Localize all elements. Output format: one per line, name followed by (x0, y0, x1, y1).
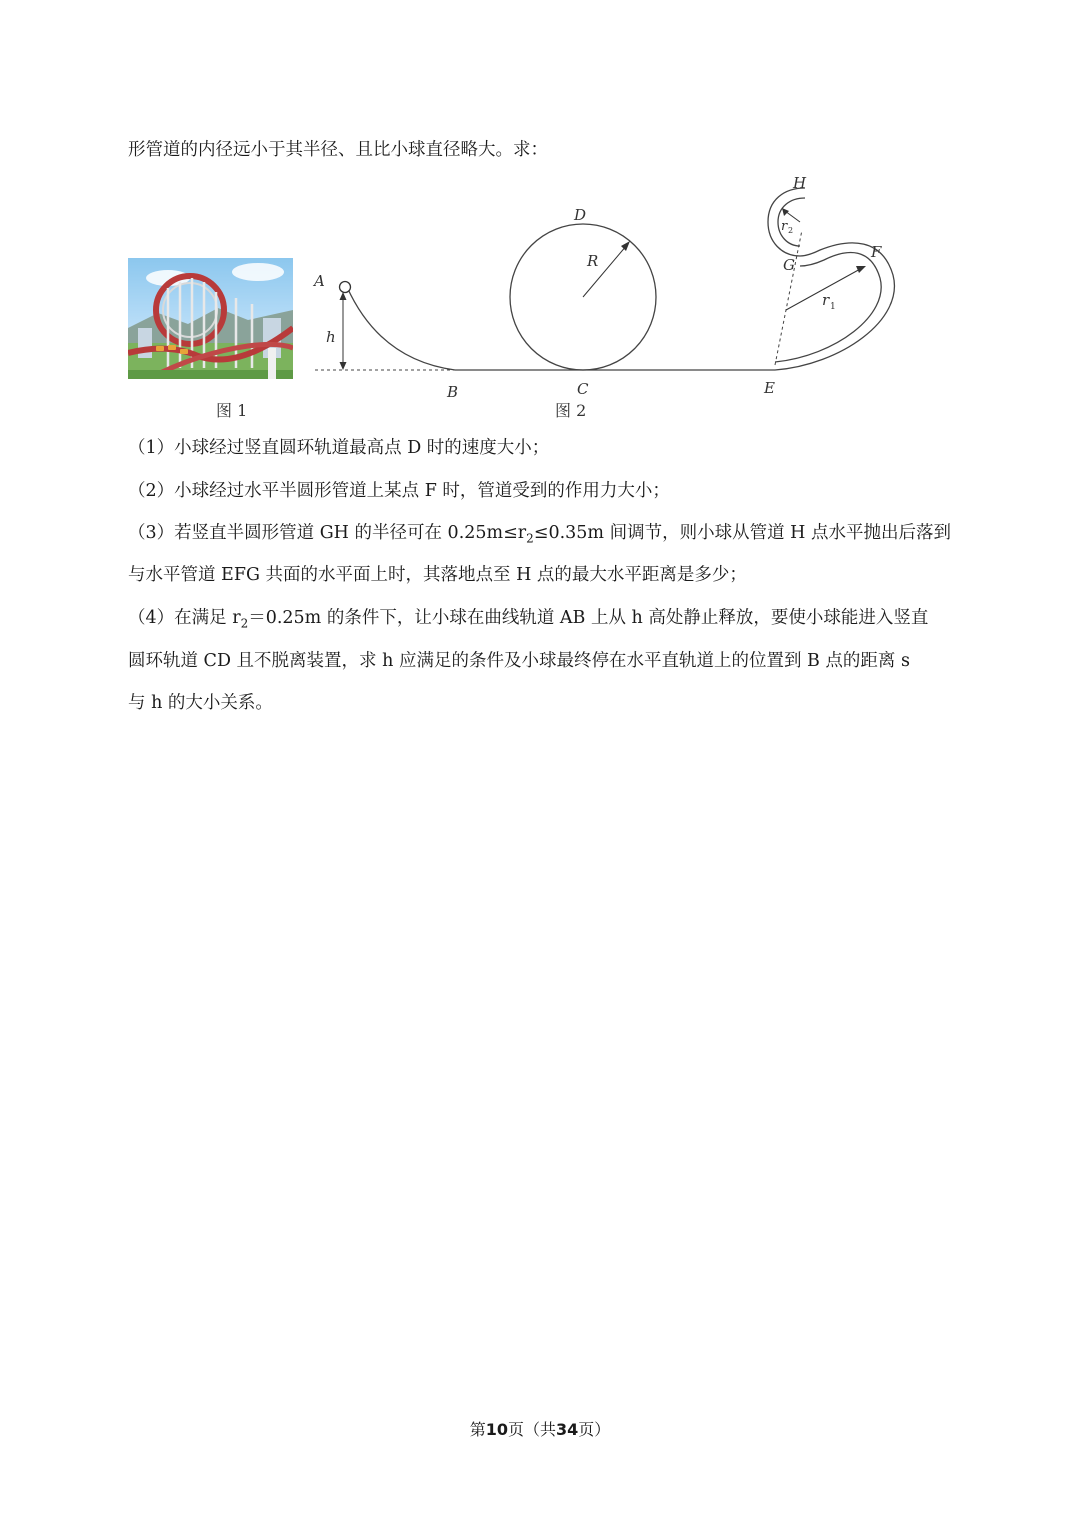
curved-track-ab (347, 287, 455, 370)
label-r2: r (781, 219, 788, 234)
q4-subscript: 2 (240, 616, 249, 631)
footer-page-number: 10 (485, 1420, 508, 1439)
intro-text: 形管道的内径远小于其半径、且比小球直径略大。求： (128, 140, 548, 160)
label-c: C (577, 380, 589, 398)
label-r2-sub: 2 (788, 226, 794, 235)
q3-text-b: ≤0.35m 间调节，则小球从管道 H 点水平抛出后落到 (533, 523, 951, 543)
question-2: （2）小球经过水平半圆形管道上某点 F 时，管道受到的作用力大小； (128, 481, 670, 501)
label-d: D (574, 206, 587, 224)
ball (340, 282, 351, 293)
q3-subscript: 2 (526, 531, 534, 546)
label-e: E (764, 379, 775, 397)
label-g: G (783, 256, 795, 274)
question-3-line2: 与水平管道 EFG 共面的水平面上时，其落地点至 H 点的最大水平距离是多少； (128, 565, 747, 585)
q4-text-a: （4）在满足 r (128, 608, 241, 628)
footer-post: 页） (578, 1420, 611, 1439)
dashed-line-eg (775, 230, 802, 365)
question-4-line3: 与 h 的大小关系。 (128, 693, 273, 713)
label-a: A (314, 272, 325, 290)
label-f: F (871, 243, 882, 261)
question-4-line1 (128, 606, 928, 636)
track-diagram (0, 0, 1080, 430)
q4-text-b: ＝0.25m 的条件下，让小球在曲线轨道 AB 上从 h 高处静止释放，要使小球能进入竖直 (248, 608, 929, 628)
question-3-line1 (128, 521, 951, 551)
figure1-caption: 图 1 (216, 401, 248, 420)
label-height: h (326, 328, 336, 346)
label-h: H (793, 174, 807, 192)
question-1: （1）小球经过竖直圆环轨道最高点 D 时的速度大小； (128, 438, 550, 458)
footer-pre: 第 (469, 1420, 486, 1439)
label-r1: r (822, 291, 830, 309)
figure (0, 0, 1080, 430)
figure2-caption: 图 2 (555, 401, 587, 420)
footer-total-pages: 34 (556, 1420, 579, 1439)
label-r1-sub: 1 (830, 302, 836, 312)
question-4-line2: 圆环轨道 CD 且不脱离装置，求 h 应满足的条件及小球最终停在水平直轨道上的位置到 B 点的距离 s (128, 651, 910, 671)
q3-text-a: （3）若竖直半圆形管道 GH 的半径可在 0.25m≤r (128, 523, 527, 543)
footer-mid: 页（共 (507, 1420, 556, 1439)
page-footer (0, 1417, 1080, 1440)
label-b: B (447, 383, 459, 401)
label-radius-r: R (587, 252, 599, 270)
